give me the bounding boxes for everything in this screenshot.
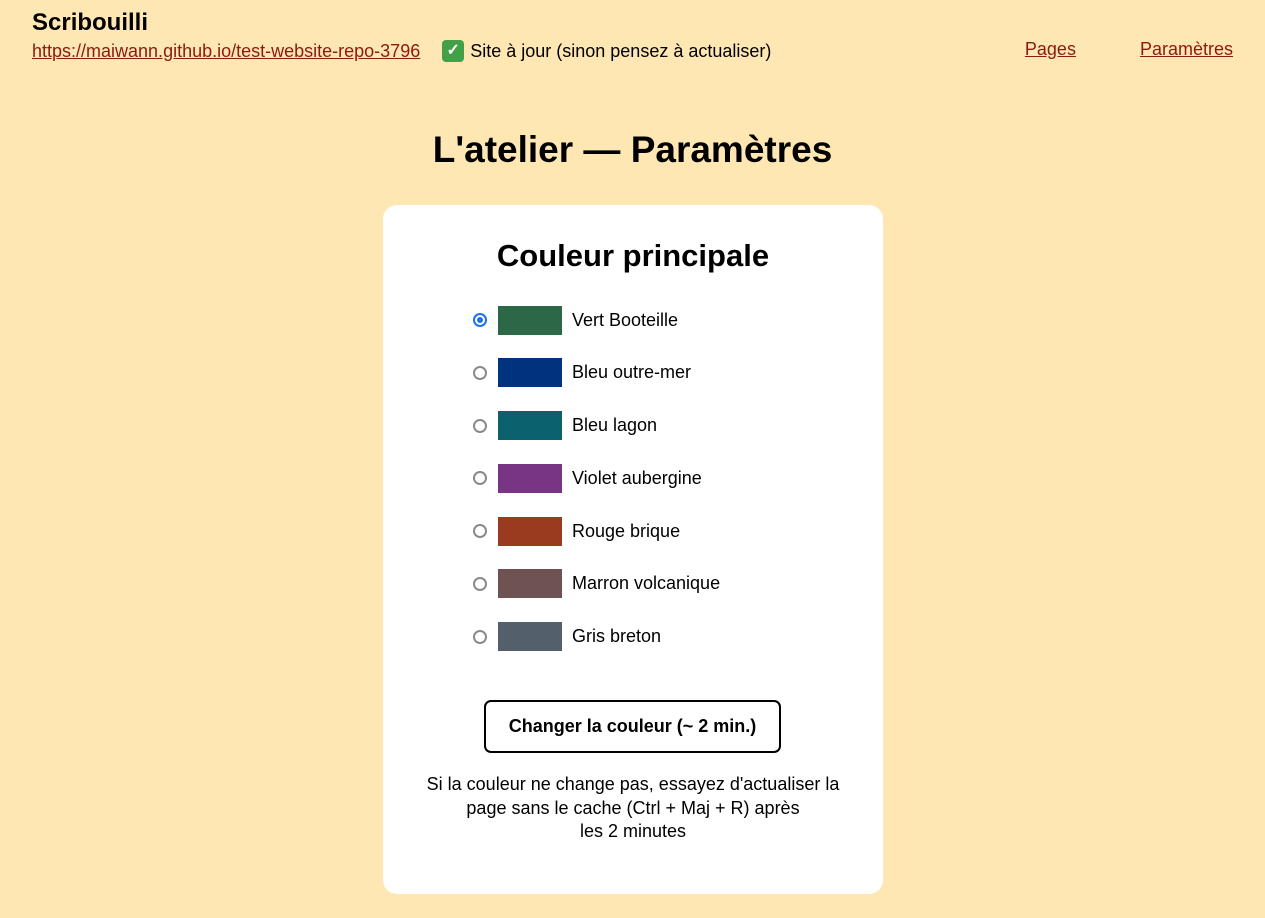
page-title: L'atelier — Paramètres xyxy=(432,129,833,170)
color-radio[interactable] xyxy=(473,524,487,538)
color-radio[interactable] xyxy=(473,577,487,591)
color-label: Marron volcanique xyxy=(572,573,721,594)
cache-hint-line: Si la couleur ne change pas, essayez d'actualiser la xyxy=(426,774,840,794)
color-swatch xyxy=(498,622,562,651)
color-swatch xyxy=(498,306,562,335)
cache-hint-line: page sans le cache (Ctrl + Maj + R) après xyxy=(466,797,800,818)
cache-hint-line: les 2 minutes xyxy=(579,821,687,841)
site-status xyxy=(442,39,771,63)
color-options-list xyxy=(473,305,720,675)
color-swatch xyxy=(498,569,562,598)
color-option[interactable] xyxy=(473,622,720,652)
color-settings-card xyxy=(383,205,883,894)
color-swatch xyxy=(498,517,562,546)
brand-title: Scribouilli xyxy=(32,9,149,36)
color-swatch xyxy=(498,358,562,387)
color-option[interactable] xyxy=(473,411,720,441)
color-label: Bleu outre-mer xyxy=(572,362,692,383)
color-label: Rouge brique xyxy=(572,520,681,541)
top-bar xyxy=(32,8,1233,68)
color-label: Bleu lagon xyxy=(572,415,658,436)
color-radio[interactable] xyxy=(473,419,487,433)
color-option[interactable] xyxy=(473,305,720,335)
nav-link-parametres[interactable]: Paramètres xyxy=(1139,39,1233,59)
color-label: Gris breton xyxy=(572,626,662,647)
site-status-text: Site à jour (sinon pensez à actualiser) xyxy=(470,41,772,61)
color-radio[interactable] xyxy=(473,471,487,485)
check-mark-icon: ✓ xyxy=(442,40,464,62)
color-radio[interactable] xyxy=(473,630,487,644)
color-label: Vert Booteille xyxy=(572,309,679,330)
site-url-link[interactable]: https://maiwann.github.io/test-website-repo-3796 xyxy=(32,41,421,61)
nav-link-pages[interactable]: Pages xyxy=(1024,39,1076,59)
color-option[interactable] xyxy=(473,463,720,493)
change-color-button[interactable]: Changer la couleur (~ 2 min.) xyxy=(484,700,781,753)
color-swatch xyxy=(498,411,562,440)
color-option[interactable] xyxy=(473,569,720,599)
cache-hint xyxy=(403,773,863,844)
color-radio[interactable] xyxy=(473,313,487,327)
main-nav xyxy=(961,39,1233,60)
color-swatch xyxy=(498,464,562,493)
color-label: Violet aubergine xyxy=(572,467,702,488)
color-radio[interactable] xyxy=(473,366,487,380)
color-option[interactable] xyxy=(473,516,720,546)
color-option[interactable] xyxy=(473,358,720,388)
card-title: Couleur principale xyxy=(496,238,770,273)
